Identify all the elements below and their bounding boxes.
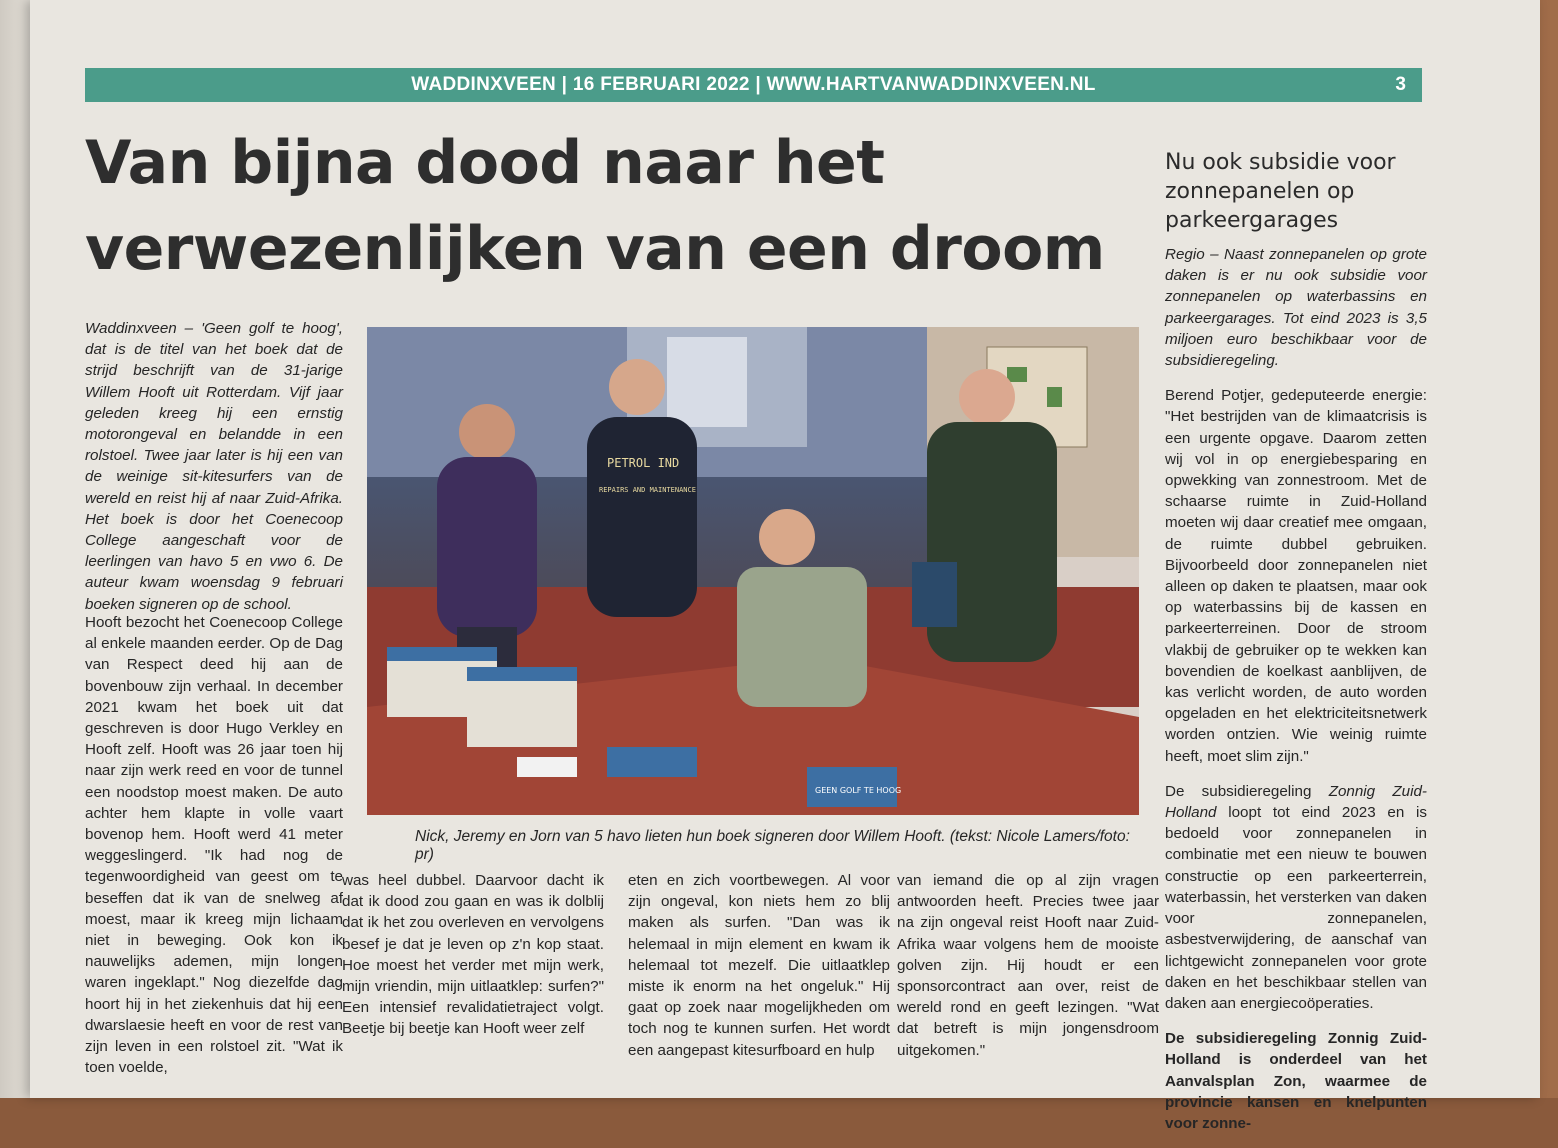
book-cover-title: GEEN GOLF TE HOOG xyxy=(815,786,902,795)
page-number: 3 xyxy=(1395,74,1406,95)
article-column-4 xyxy=(897,870,1159,1075)
header-website: WWW.HARTVANWADDINXVEEN.NL xyxy=(766,74,1096,95)
article-paragraph: van iemand die op al zijn vragen antwoorden heeft. Precies twee jaar na zijn ongeval reist Hooft naar Zuid-Afrika waar volgens hem de mooiste golven zijn. Hij houdt er een sponsorcontract aan over, reist de wereld rond en geeft lezingen. "Wat dat betreft is mijn jongensdroom uitgekomen." xyxy=(897,872,1159,1059)
shirt-text-2: REPAIRS AND MAINTENANCE xyxy=(599,486,696,494)
photo-illustration xyxy=(367,327,1139,815)
header-date: 16 FEBRUARI 2022 xyxy=(572,74,750,95)
article-paragraph: was heel dubbel. Daarvoor dacht ik dat ik dood zou gaan en was ik dolblij dat ik het zou overleven en vervolgens besef je dat je leven op z'n kop staat. Hoe moest het verder met mijn werk, mijn vriendin, mijn uitlaatklep: surfen?" Een intensief revalidatietraject volgt. Beetje bij beetje kan Hooft weer zelf xyxy=(342,872,604,1038)
header-town: WADDINXVEEN xyxy=(411,74,557,95)
side-article-headline: Nu ook subsidie voor zonnepanelen op parkeergarages xyxy=(1165,150,1396,233)
shirt-text-1: PETROL IND xyxy=(607,456,680,470)
article-paragraph: Hooft bezocht het Coenecoop College al enkele maanden eerder. Op de Dag van Respect deed hij aan de bovenbouw zijn verhaal. In december 2021 kwam het boek uit dat geschreven is door Hugo Verkley en Hooft zelf. Hooft was 26 jaar toen hij naar zijn werk reed en voor de tunnel een noodstop moest maken. De auto achter hem klapte in volle vaart bovenop hem. Hooft werd 41 meter weggeslingerd. "Ik had nog de tegenwoordigheid van geest om te beseffen dat ik van de snelweg af moest, maar ik kreeg mijn lichaam niet in beweging. Ook kon ik nauwelijks ademen, mijn longen waren ingeklapt." Nog diezelfde dag hoort hij in het ziekenhuis dat hij een dwarslaesie heeft en voor de rest van zijn leven in een rolstoel zit. "Wat ik toen voelde, xyxy=(85,614,343,1077)
article-photo xyxy=(367,327,1139,815)
page-header-bar xyxy=(85,68,1422,102)
headline-line-2: verwezenlijken van een droom xyxy=(85,214,1105,284)
held-book xyxy=(912,562,957,627)
article-column-3 xyxy=(628,870,890,1075)
side-text: De subsidieregeling xyxy=(1165,782,1329,800)
side-article-paragraph xyxy=(1165,781,1427,1014)
side-article-body xyxy=(1165,244,1427,1148)
header-info xyxy=(85,74,1422,96)
main-headline xyxy=(85,120,1185,292)
side-article-intro: Regio – Naast zonnepanelen op grote daken is er nu ook subsidie voor zonnepanelen op waterbassins en parkeergarages. Tot eind 2023 is 3,5 miljoen euro beschikbaar voor de subsidieregeling. xyxy=(1165,246,1427,370)
newspaper-page xyxy=(30,0,1540,1132)
article-column-1 xyxy=(85,318,343,629)
article-intro: Waddinxveen – 'Geen golf te hoog', dat is de titel van het boek dat de strijd beschrijft van de 31-jarige Willem Hooft uit Rotterdam. Vijf jaar geleden kreeg hij een ernstig motorongeval en belandde in een rolstoel. Twee jaar later is hij een van de weinige sit-kitesurfers van de wereld en reist hij af naar Zuid-Afrika. Het boek is door het Coenecoop College aangeschaft voor de leerlingen van havo 5 en vwo 6. De auteur kwam woensdag 9 februari boeken signeren op de school. xyxy=(85,320,343,613)
photo-caption: Nick, Jeremy en Jorn van 5 havo lieten hun boek signeren door Willem Hooft. (tekst: Nicole Lamers/foto: pr) xyxy=(415,828,1130,863)
header-separator: | xyxy=(561,74,568,95)
header-separator: | xyxy=(755,74,762,95)
headline-line-1: Van bijna dood naar het xyxy=(85,128,885,198)
article-column-2 xyxy=(342,870,604,1054)
side-article-paragraph: De subsidieregeling Zonnig Zuid-Holland is onderdeel van het Aanvalsplan Zon, waarmee de provincie kansen en knelpunten voor zonne- xyxy=(1165,1030,1427,1132)
side-text-italic: Zonnig Zuid-Holland xyxy=(1165,782,1427,822)
side-text: loopt tot eind 2023 en is bedoeld voor zonnepanelen in combinatie met een nieuw te bouwen constructie op een parkeerterrein, waterbassin, het versterken van daken voor zonnepanelen, asbestverwijdering, de aanschaf van lichtgewicht zonnepanelen voor grote daken en het beschikbaar stellen van daken aan energiecoöperaties. xyxy=(1165,804,1427,1012)
article-column-1-continued xyxy=(85,612,343,1092)
side-article-paragraph: Berend Potjer, gedeputeerde energie: "Het bestrijden van de klimaatcrisis is een urgente opgave. Daarom zetten wij vol in op energiebesparing en opwekking van zonnestroom. Met de schaarse ruimte in Zuid-Holland moeten wij daar creatief mee omgaan, de ruimte dubbel gebruiken. Bijvoorbeeld door zonnepanelen niet alleen op daken te plaatsen, maar ook op waterbassins bij de kassen en parkeerterreinen. Door de stroom vlakbij de gebruiker op te wekken kan bovendien de koelkast aanblijven, de kas verlicht worden, de auto worden opgeladen en het elektriciteitsnetwerk worden ontzien. Wie weinig ruimte heeft, moet slim zijn." xyxy=(1165,387,1427,765)
article-paragraph: eten en zich voortbewegen. Al voor zijn ongeval, kon niets hem zo blij maken als surfen. "Dan was ik helemaal in mijn element en kwam ik helemaal tot mezelf. Die uitlaatklep miste ik enorm na het ongeluk." Hij gaat op zoek naar mogelijkheden om toch nog te kunnen surfen. Het wordt een aangepast kitesurfboard en hulp xyxy=(628,872,890,1059)
